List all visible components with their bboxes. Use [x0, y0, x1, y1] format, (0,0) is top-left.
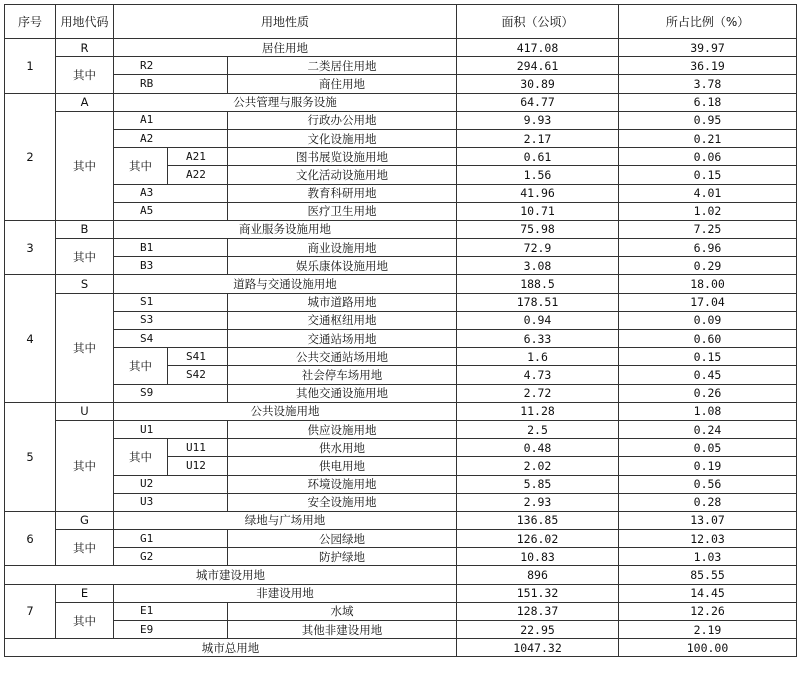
- row-name: 非建设用地: [114, 584, 457, 602]
- row-code: U1: [114, 420, 228, 438]
- row-area: 294.61: [457, 57, 619, 75]
- row-ratio: 0.95: [619, 111, 797, 129]
- row-name: 其他非建设用地: [228, 621, 457, 639]
- row-name: 城市道路用地: [228, 293, 457, 311]
- row-name: 教育科研用地: [228, 184, 457, 202]
- header-area: 面积（公顷）: [457, 5, 619, 39]
- header-no: 序号: [5, 5, 56, 39]
- row-name: 交通枢纽用地: [228, 311, 457, 329]
- row-name: 商业设施用地: [228, 239, 457, 257]
- row-ratio: 17.04: [619, 293, 797, 311]
- table-row: [5, 621, 797, 639]
- row-area: 72.9: [457, 239, 619, 257]
- table-row: [5, 239, 797, 257]
- row-area: 0.48: [457, 439, 619, 457]
- row-area: 30.89: [457, 75, 619, 93]
- row-area: 9.93: [457, 111, 619, 129]
- row-name: 公园绿地: [228, 530, 457, 548]
- qizhong-label: 其中: [114, 439, 168, 475]
- table-row: [5, 39, 797, 57]
- table-row: [5, 330, 797, 348]
- table-row: [5, 511, 797, 529]
- total-label: 城市总用地: [5, 639, 457, 657]
- row-area: 2.5: [457, 420, 619, 438]
- table-row: [5, 475, 797, 493]
- row-ratio: 0.60: [619, 330, 797, 348]
- row-ratio: 6.18: [619, 93, 797, 111]
- table-row: [5, 111, 797, 129]
- row-name: 供电用地: [228, 457, 457, 475]
- table-row: [5, 220, 797, 238]
- qizhong-label: 其中: [114, 348, 168, 384]
- row-code: S41: [168, 348, 228, 366]
- table-row: [5, 148, 797, 166]
- row-code: S: [56, 275, 114, 293]
- row-code: S9: [114, 384, 228, 402]
- table-row: [5, 420, 797, 438]
- header-code: 用地代码: [56, 5, 114, 39]
- qizhong-label: 其中: [56, 602, 114, 638]
- row-ratio: 0.15: [619, 166, 797, 184]
- row-code: G2: [114, 548, 228, 566]
- row-ratio: 12.03: [619, 530, 797, 548]
- row-code: RB: [114, 75, 228, 93]
- row-code: U2: [114, 475, 228, 493]
- row-code: E: [56, 584, 114, 602]
- row-area: 2.93: [457, 493, 619, 511]
- qizhong-label: 其中: [56, 420, 114, 511]
- row-area: 10.83: [457, 548, 619, 566]
- row-ratio: 0.24: [619, 420, 797, 438]
- total-row: [5, 639, 797, 657]
- row-name: 公共设施用地: [114, 402, 457, 420]
- row-code: U11: [168, 439, 228, 457]
- row-area: 128.37: [457, 602, 619, 620]
- row-name: 公共交通站场用地: [228, 348, 457, 366]
- row-area: 178.51: [457, 293, 619, 311]
- row-ratio: 39.97: [619, 39, 797, 57]
- row-name: 绿地与广场用地: [114, 511, 457, 529]
- group-no: 6: [5, 511, 56, 566]
- row-code: A: [56, 93, 114, 111]
- row-area: 2.72: [457, 384, 619, 402]
- table-row: [5, 439, 797, 457]
- row-area: 75.98: [457, 220, 619, 238]
- qizhong-label: 其中: [56, 57, 114, 93]
- row-area: 4.73: [457, 366, 619, 384]
- table-row: [5, 75, 797, 93]
- row-code: B: [56, 220, 114, 238]
- row-area: 11.28: [457, 402, 619, 420]
- row-ratio: 6.96: [619, 239, 797, 257]
- subtotal-row: [5, 566, 797, 584]
- table-row: [5, 257, 797, 275]
- row-name: 行政办公用地: [228, 111, 457, 129]
- row-ratio: 2.19: [619, 621, 797, 639]
- row-name: 水域: [228, 602, 457, 620]
- row-name: 防护绿地: [228, 548, 457, 566]
- table-row: [5, 348, 797, 366]
- row-ratio: 0.05: [619, 439, 797, 457]
- table-header: [5, 5, 797, 39]
- row-ratio: 14.45: [619, 584, 797, 602]
- total-area: 1047.32: [457, 639, 619, 657]
- total-ratio: 100.00: [619, 639, 797, 657]
- row-area: 3.08: [457, 257, 619, 275]
- table-row: [5, 129, 797, 147]
- row-name: 供应设施用地: [228, 420, 457, 438]
- row-ratio: 0.15: [619, 348, 797, 366]
- row-code: A3: [114, 184, 228, 202]
- group-no: 3: [5, 220, 56, 275]
- row-code: R: [56, 39, 114, 57]
- row-name: 娱乐康体设施用地: [228, 257, 457, 275]
- row-code: A1: [114, 111, 228, 129]
- row-ratio: 0.56: [619, 475, 797, 493]
- row-area: 417.08: [457, 39, 619, 57]
- row-code: U: [56, 402, 114, 420]
- row-code: R2: [114, 57, 228, 75]
- row-ratio: 0.21: [619, 129, 797, 147]
- row-name: 二类居住用地: [228, 57, 457, 75]
- row-area: 2.02: [457, 457, 619, 475]
- row-code: A2: [114, 129, 228, 147]
- row-name: 道路与交通设施用地: [114, 275, 457, 293]
- qizhong-label: 其中: [56, 111, 114, 220]
- row-ratio: 0.45: [619, 366, 797, 384]
- group-no: 7: [5, 584, 56, 639]
- row-ratio: 3.78: [619, 75, 797, 93]
- row-name: 环境设施用地: [228, 475, 457, 493]
- row-ratio: 1.02: [619, 202, 797, 220]
- row-name: 文化活动设施用地: [228, 166, 457, 184]
- row-code: E1: [114, 602, 228, 620]
- row-area: 151.32: [457, 584, 619, 602]
- row-area: 6.33: [457, 330, 619, 348]
- row-ratio: 36.19: [619, 57, 797, 75]
- row-ratio: 0.09: [619, 311, 797, 329]
- row-code: A22: [168, 166, 228, 184]
- row-area: 136.85: [457, 511, 619, 529]
- table-row: [5, 548, 797, 566]
- qizhong-label: 其中: [114, 148, 168, 184]
- row-code: G1: [114, 530, 228, 548]
- row-code: S42: [168, 366, 228, 384]
- row-ratio: 0.29: [619, 257, 797, 275]
- subtotal-area: 896: [457, 566, 619, 584]
- row-area: 1.56: [457, 166, 619, 184]
- row-name: 供水用地: [228, 439, 457, 457]
- row-area: 5.85: [457, 475, 619, 493]
- row-name: 居住用地: [114, 39, 457, 57]
- table-row: [5, 184, 797, 202]
- row-name: 其他交通设施用地: [228, 384, 457, 402]
- row-name: 公共管理与服务设施: [114, 93, 457, 111]
- table-row: [5, 202, 797, 220]
- table-row: [5, 493, 797, 511]
- subtotal-ratio: 85.55: [619, 566, 797, 584]
- table-row: [5, 293, 797, 311]
- header-type: 用地性质: [114, 5, 457, 39]
- row-area: 10.71: [457, 202, 619, 220]
- row-code: A21: [168, 148, 228, 166]
- header-ratio: 所占比例（%）: [619, 5, 797, 39]
- row-ratio: 0.26: [619, 384, 797, 402]
- table-row: [5, 93, 797, 111]
- group-no: 1: [5, 39, 56, 94]
- row-ratio: 13.07: [619, 511, 797, 529]
- table-row: [5, 584, 797, 602]
- row-ratio: 0.28: [619, 493, 797, 511]
- row-name: 图书展览设施用地: [228, 148, 457, 166]
- row-code: S4: [114, 330, 228, 348]
- table-row: [5, 275, 797, 293]
- group-no: 4: [5, 275, 56, 402]
- subtotal-label: 城市建设用地: [5, 566, 457, 584]
- row-code: U3: [114, 493, 228, 511]
- table-row: [5, 311, 797, 329]
- qizhong-label: 其中: [56, 293, 114, 402]
- row-area: 0.61: [457, 148, 619, 166]
- row-name: 商住用地: [228, 75, 457, 93]
- row-name: 社会停车场用地: [228, 366, 457, 384]
- row-name: 交通站场用地: [228, 330, 457, 348]
- row-ratio: 7.25: [619, 220, 797, 238]
- row-ratio: 0.19: [619, 457, 797, 475]
- row-area: 126.02: [457, 530, 619, 548]
- row-area: 0.94: [457, 311, 619, 329]
- row-code: E9: [114, 621, 228, 639]
- qizhong-label: 其中: [56, 239, 114, 275]
- row-ratio: 12.26: [619, 602, 797, 620]
- row-area: 22.95: [457, 621, 619, 639]
- row-code: S1: [114, 293, 228, 311]
- row-name: 商业服务设施用地: [114, 220, 457, 238]
- table-row: [5, 57, 797, 75]
- row-ratio: 1.08: [619, 402, 797, 420]
- row-name: 文化设施用地: [228, 129, 457, 147]
- qizhong-label: 其中: [56, 530, 114, 566]
- row-area: 2.17: [457, 129, 619, 147]
- table-row: [5, 402, 797, 420]
- row-code: G: [56, 511, 114, 529]
- row-area: 41.96: [457, 184, 619, 202]
- row-area: 64.77: [457, 93, 619, 111]
- table-row: [5, 530, 797, 548]
- row-code: B3: [114, 257, 228, 275]
- table-row: [5, 384, 797, 402]
- row-name: 医疗卫生用地: [228, 202, 457, 220]
- row-area: 188.5: [457, 275, 619, 293]
- row-area: 1.6: [457, 348, 619, 366]
- row-code: B1: [114, 239, 228, 257]
- row-ratio: 1.03: [619, 548, 797, 566]
- row-ratio: 18.00: [619, 275, 797, 293]
- row-name: 安全设施用地: [228, 493, 457, 511]
- row-code: U12: [168, 457, 228, 475]
- land-use-table: [4, 4, 797, 657]
- group-no: 5: [5, 402, 56, 511]
- row-code: A5: [114, 202, 228, 220]
- row-ratio: 0.06: [619, 148, 797, 166]
- group-no: 2: [5, 93, 56, 220]
- row-ratio: 4.01: [619, 184, 797, 202]
- table-row: [5, 602, 797, 620]
- row-code: S3: [114, 311, 228, 329]
